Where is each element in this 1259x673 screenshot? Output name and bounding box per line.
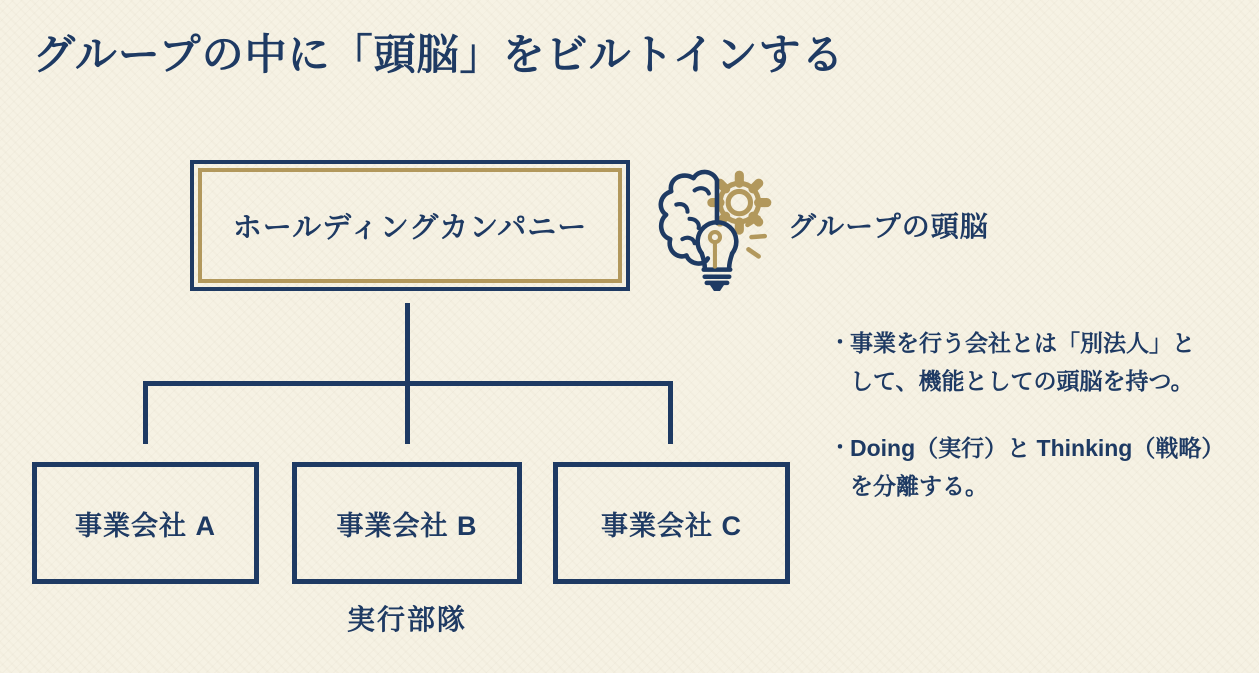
subsidiary-label-c: 事業会社 C [601, 510, 742, 541]
subsidiary-box-b [292, 462, 522, 584]
subsidiary-box-c [553, 462, 790, 584]
lightbulb-icon [698, 222, 737, 291]
brain-caption: グループの頭脳 [788, 211, 989, 242]
holding-company-box [190, 160, 630, 291]
execution-caption: 実行部隊 [346, 604, 467, 635]
page-title: グループの中に「頭脳」をビルトインする [33, 31, 845, 78]
brain-icon [661, 172, 717, 264]
bullet-text-line: Doing（実行）と Thinking（戦略） [850, 435, 1225, 461]
connector-horizontal [143, 381, 673, 386]
bullet-marker: ・ [830, 437, 850, 459]
connector-vertical-center [405, 303, 410, 444]
subsidiary-box-a [32, 462, 259, 584]
bullet-text-line: して、機能としての頭脳を持つ。 [850, 368, 1194, 394]
connector-vertical-left [143, 381, 148, 444]
bullet-text [850, 324, 1255, 400]
connector-vertical-right [668, 381, 673, 444]
holding-company-label: ホールディングカンパニー [232, 212, 588, 244]
subsidiary-label-a: 事業会社 A [75, 510, 216, 541]
bullet-marker: ・ [830, 332, 850, 354]
subsidiary-label-b: 事業会社 B [336, 510, 478, 541]
bullet-text-line: を分離する。 [850, 473, 988, 499]
holding-company-box-inner-border [198, 168, 622, 283]
list-item [830, 429, 1255, 505]
list-item [830, 324, 1255, 400]
brain-gear-lightbulb-icon [656, 166, 782, 292]
bullet-text [850, 429, 1255, 505]
bullet-text-line: 事業を行う会社とは「別法人」と [850, 330, 1195, 356]
notes-list [830, 324, 1255, 505]
